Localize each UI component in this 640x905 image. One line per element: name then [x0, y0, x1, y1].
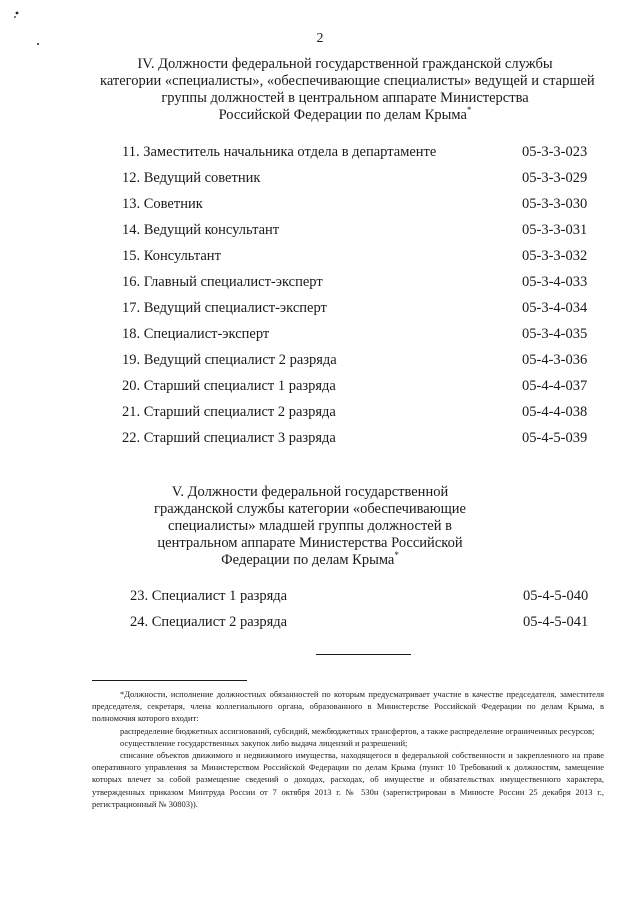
heading-line: Федерации по делам Крыма*: [221, 550, 399, 568]
footnote-paragraph: распределение бюджетных ассигнований, субсидий, межбюджетных трансфертов, а также распределение ограниченных ресурсов;: [120, 725, 595, 736]
position-name: 24. Специалист 2 разряда: [130, 614, 288, 630]
footnote-marker: *: [466, 105, 472, 116]
heading-line: гражданской службы категории «обеспечивающие: [154, 501, 466, 517]
position-name: 11. Заместитель начальника отдела в департаменте: [122, 144, 437, 160]
section-5-heading: [140, 484, 480, 569]
position-name: 22. Старший специалист 3 разряда: [122, 430, 336, 446]
position-name: 18. Специалист-эксперт: [122, 326, 270, 342]
heading-line: центральном аппарате Министерства Российской: [157, 535, 463, 551]
list-item: [122, 376, 592, 396]
footnote-paragraph: осуществление государственных закупок либо выдача лицензий и разрешений;: [120, 737, 408, 748]
heading-line: IV. Должности федеральной государственной гражданской службы: [137, 56, 553, 72]
position-name: 21. Старший специалист 2 разряда: [122, 404, 336, 420]
list-item: [122, 194, 592, 214]
position-code: 05-3-4-035: [522, 326, 588, 342]
list-item: [130, 612, 592, 632]
footnote-marker: *: [394, 550, 399, 561]
position-code: 05-3-3-032: [522, 248, 588, 264]
list-item: [122, 324, 592, 344]
position-code: 05-3-4-033: [522, 274, 588, 290]
position-name: 19. Ведущий специалист 2 разряда: [122, 352, 337, 368]
list-item: [122, 428, 592, 448]
page-number: 2: [316, 31, 324, 46]
position-code: 05-4-4-037: [522, 378, 588, 394]
footnote-rule: [92, 680, 247, 681]
section-4-heading: [100, 56, 595, 124]
heading-line: V. Должности федеральной государственной: [171, 484, 449, 500]
list-item: [122, 298, 592, 318]
list-item: [122, 142, 592, 162]
position-code: 05-4-3-036: [522, 352, 588, 368]
list-item: [122, 350, 592, 370]
list-item: [122, 402, 592, 422]
position-code: 05-4-4-038: [522, 404, 588, 420]
list-item: [130, 586, 592, 606]
list-item: [122, 220, 592, 240]
position-name: 17. Ведущий специалист-эксперт: [122, 300, 327, 316]
position-code: 05-3-3-023: [522, 144, 588, 160]
position-code: 05-4-5-041: [523, 614, 589, 630]
heading-line: категории «специалисты», «обеспечивающие специалисты» ведущей и старшей: [100, 73, 595, 89]
end-divider: [316, 654, 411, 655]
position-name: 14. Ведущий консультант: [122, 222, 280, 238]
position-code: 05-3-3-030: [522, 196, 588, 212]
list-item: [122, 246, 592, 266]
list-item: [122, 168, 592, 188]
scan-specks: [0, 0, 60, 60]
position-name: 20. Старший специалист 1 разряда: [122, 378, 336, 394]
position-name: 16. Главный специалист-эксперт: [122, 274, 323, 290]
position-code: 05-4-5-040: [523, 588, 589, 604]
position-name: 12. Ведущий советник: [122, 170, 261, 186]
heading-line: группы должностей в центральном аппарате Министерства: [161, 90, 529, 106]
heading-line: Российской Федерации по делам Крыма*: [218, 105, 472, 123]
footnote-paragraph: *Должности, исполнение должностных обязанностей по которым предусматривает участие в качестве председателя, заместителя председателя, секретаря, члена коллегиального органа, образованного в Министерстве Российской Федерации по делам Крыма, в полномочия которого входит:: [92, 689, 604, 724]
position-code: 05-3-3-029: [522, 170, 588, 186]
list-item: [122, 272, 592, 292]
position-code: 05-3-3-031: [522, 222, 588, 238]
position-name: 23. Специалист 1 разряда: [130, 588, 288, 604]
position-code: 05-4-5-039: [522, 430, 588, 446]
position-name: 15. Консультант: [122, 248, 221, 264]
footnote-block: [92, 688, 604, 810]
footnote-paragraph: списание объектов движимого и недвижимого имущества, находящегося в федеральной собственности и закрепленного на праве оперативного управления за Министерством Российской Федерации по делам Крыма (пункт 10 Требований к должностям, замещение которых влечет за собой размещение сведений о доходах, расходах, об имуществе и обязательствах имущественного характера, утвержденных приказом Минтруда России от 7 октября 2013 г. № 530н (зарегистрирован в Минюсте России 25 декабря 2013 г., регистрационный № 30803)).: [92, 750, 604, 809]
heading-line: специалисты» младшей группы должностей в: [168, 518, 452, 534]
position-name: 13. Советник: [122, 196, 203, 212]
position-code: 05-3-4-034: [522, 300, 588, 316]
